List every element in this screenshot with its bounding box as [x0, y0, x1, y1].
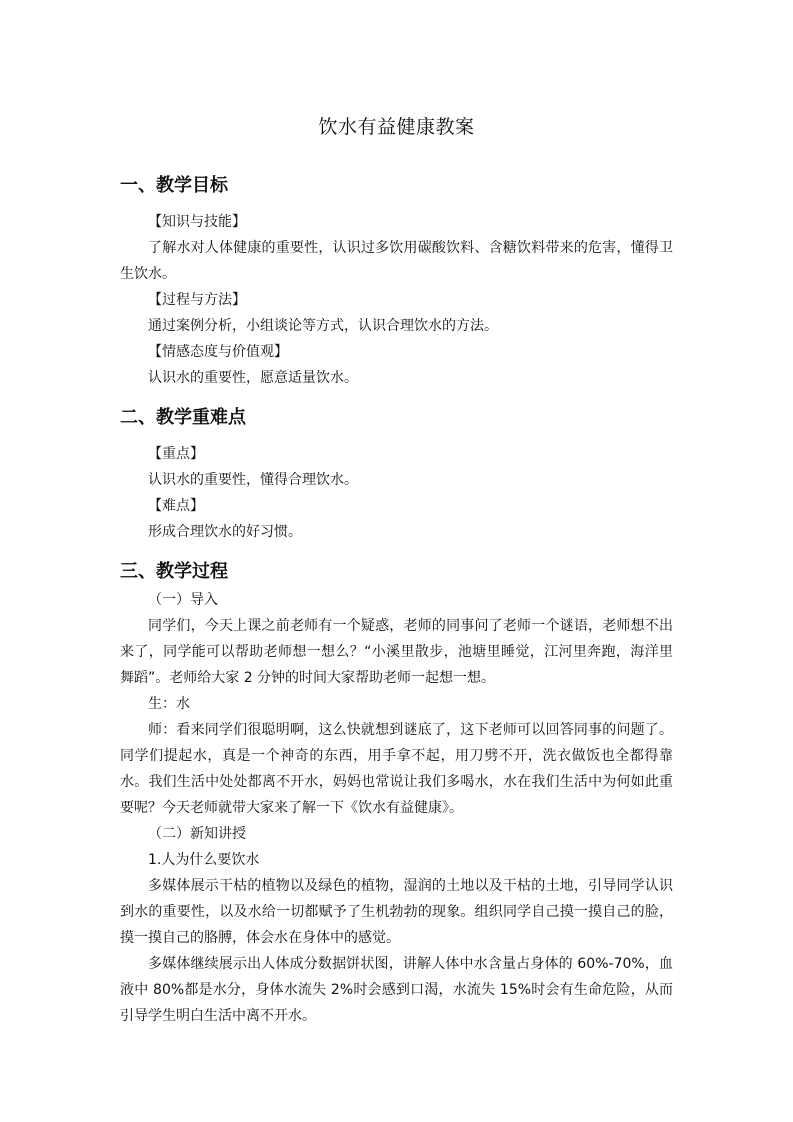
paragraph: 形成合理饮水的好习惯。: [148, 524, 302, 540]
paragraph: 同学们，今天上课之前老师有一个疑惑，老师的同事问了老师一个谜语，老师想不出来了，同学能可以帮助老师想一想么？“小溪里散步，池塘里睡觉，江河里奔跑，海洋里舞蹈”。老师给大家 2 分钟的时间大家帮助老师一起想一想。: [120, 618, 673, 686]
section-heading-key-points: 二、教学重难点: [120, 407, 246, 428]
section-heading-objectives: 一、教学目标: [120, 175, 228, 196]
subheading-difficulty: 【难点】: [148, 498, 204, 514]
paragraph: 师：看来同学们很聪明啊，这么快就想到谜底了，这下老师可以回答同事的问题了。同学们提起水，真是一个神奇的东西，用手拿不起，用刀劈不开，洗衣做饭也全都得靠水。我们生活中处处都离不开水，妈妈也常说让我们多喝水，水在我们生活中为何如此重要呢？今天老师就带大家来了解一下《饮水有益健康》。: [120, 722, 673, 816]
paragraph: 多媒体继续展示出人体成分数据饼状图，讲解人体中水含量占身体的 60%-70%，血液中 80%都是水分，身体水流失 2%时会感到口渴，水流失 15%时会有生命危险，从而引导学生明白生活中离不开水。: [120, 956, 673, 1024]
paragraph: 生：水: [148, 696, 190, 712]
paragraph: 认识水的重要性，懂得合理饮水。: [148, 472, 358, 488]
subheading-knowledge-skills: 【知识与技能】: [148, 214, 246, 230]
subheading-process-method: 【过程与方法】: [148, 292, 246, 308]
subheading-new-knowledge: （二）新知讲授: [148, 826, 246, 842]
subheading-why-drink-water: 1.人为什么要饮水: [148, 852, 260, 868]
paragraph: 了解水对人体健康的重要性，认识过多饮用碳酸饮料、含糖饮料带来的危害，懂得卫生饮水。: [120, 240, 673, 282]
paragraph: 通过案例分析，小组谈论等方式，认识合理饮水的方法。: [148, 318, 498, 334]
section-heading-process: 三、教学过程: [120, 561, 228, 582]
subheading-introduction: （一）导入: [148, 592, 218, 608]
subheading-focus: 【重点】: [148, 446, 204, 462]
paragraph: 多媒体展示干枯的植物以及绿色的植物，湿润的土地以及干枯的土地，引导同学认识到水的重要性，以及水给一切都赋予了生机勃勃的现象。组织同学自己摸一摸自己的脸，摸一摸自己的胳膊，体会水在身体中的感觉。: [120, 878, 673, 946]
paragraph: 认识水的重要性，愿意适量饮水。: [148, 370, 358, 386]
page-title: 饮水有益健康教案: [318, 116, 475, 138]
subheading-emotion-values: 【情感态度与价值观】: [148, 344, 288, 360]
